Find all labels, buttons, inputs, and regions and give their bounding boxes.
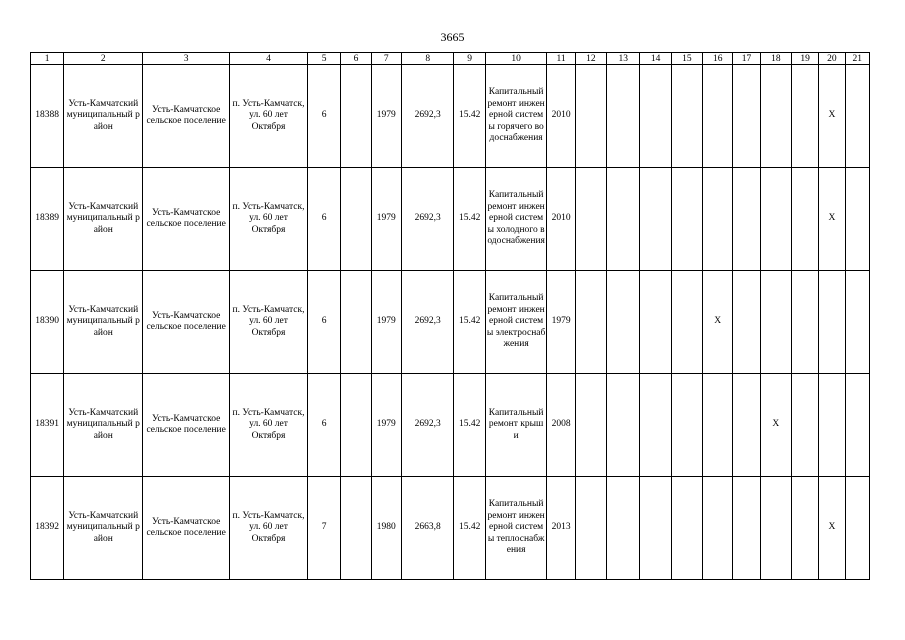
- record-id-cell: 18391: [31, 374, 64, 477]
- page-number: 3665: [440, 30, 465, 44]
- col14-mark-cell: [640, 271, 671, 374]
- district-cell: [64, 271, 143, 374]
- table-row: [31, 271, 870, 374]
- col11-cell: 2010: [547, 168, 575, 271]
- column-number-7: 7: [371, 53, 401, 65]
- col9-cell: 15.42: [454, 271, 485, 374]
- settlement-cell: [143, 65, 230, 168]
- col13-mark-cell: [607, 374, 640, 477]
- col17-mark-cell: [733, 168, 760, 271]
- work-type-cell-text: Капитальный ремонт инженерной системы теплоснабжения: [487, 499, 545, 556]
- col21-mark-cell: [845, 477, 869, 580]
- col19-mark-cell: [792, 271, 819, 374]
- record-id-cell: 18388: [31, 65, 64, 168]
- col20-mark-cell: [819, 271, 845, 374]
- col11-cell: 2013: [547, 477, 575, 580]
- col16-mark-cell: [703, 65, 733, 168]
- data-table: [30, 52, 870, 580]
- settlement-cell-text: Усть-Камчатское сельское поселение: [146, 413, 226, 435]
- col13-mark-cell: [607, 65, 640, 168]
- settlement-cell-text: Усть-Камчатское сельское поселение: [146, 310, 226, 332]
- col19-mark-cell: [792, 477, 819, 580]
- col11-cell: 2010: [547, 65, 575, 168]
- column-number-16: 16: [703, 53, 733, 65]
- col21-mark-cell: [845, 374, 869, 477]
- column-number-21: 21: [845, 53, 869, 65]
- work-type-cell: [485, 477, 547, 580]
- col15-mark-cell: [671, 65, 702, 168]
- address-cell-text: п. Усть-Камчатск, ул. 60 лет Октября: [232, 98, 305, 132]
- col5-cell: 7: [307, 477, 340, 580]
- record-id-cell: 18390: [31, 271, 64, 374]
- address-cell: [230, 374, 308, 477]
- col15-mark-cell: [671, 477, 702, 580]
- work-type-cell-text: Капитальный ремонт инженерной системы холодного водоснабжения: [487, 190, 545, 247]
- area-cell: 2692,3: [401, 374, 454, 477]
- table-row: [31, 374, 870, 477]
- address-cell-text: п. Усть-Камчатск, ул. 60 лет Октября: [232, 407, 305, 441]
- col12-mark-cell: [575, 374, 606, 477]
- col18-mark-cell: [760, 168, 791, 271]
- year-cell: 1979: [371, 65, 401, 168]
- settlement-cell: [143, 271, 230, 374]
- column-number-18: 18: [760, 53, 791, 65]
- col20-mark-cell: X: [819, 65, 845, 168]
- table-row: [31, 168, 870, 271]
- area-cell: 2663,8: [401, 477, 454, 580]
- column-number-3: 3: [143, 53, 230, 65]
- area-cell: 2692,3: [401, 168, 454, 271]
- col20-mark-cell: [819, 374, 845, 477]
- col6-cell: [341, 168, 371, 271]
- col6-cell: [341, 477, 371, 580]
- address-cell-text: п. Усть-Камчатск, ул. 60 лет Октября: [232, 201, 305, 235]
- col12-mark-cell: [575, 477, 606, 580]
- col12-mark-cell: [575, 65, 606, 168]
- district-cell: [64, 374, 143, 477]
- column-number-4: 4: [230, 53, 308, 65]
- address-cell-text: п. Усть-Камчатск, ул. 60 лет Октября: [232, 304, 305, 338]
- col15-mark-cell: [671, 374, 702, 477]
- col9-cell: 15.42: [454, 374, 485, 477]
- column-number-6: 6: [341, 53, 371, 65]
- col18-mark-cell: [760, 271, 791, 374]
- col6-cell: [341, 374, 371, 477]
- col5-cell: 6: [307, 374, 340, 477]
- col17-mark-cell: [733, 477, 760, 580]
- column-number-13: 13: [607, 53, 640, 65]
- col16-mark-cell: [703, 477, 733, 580]
- work-type-cell: [485, 168, 547, 271]
- settlement-cell: [143, 168, 230, 271]
- col9-cell: 15.42: [454, 168, 485, 271]
- work-type-cell: [485, 271, 547, 374]
- settlement-cell: [143, 374, 230, 477]
- record-id-cell: 18392: [31, 477, 64, 580]
- work-type-cell: [485, 374, 547, 477]
- district-cell: [64, 477, 143, 580]
- column-number-10: 10: [485, 53, 547, 65]
- column-number-5: 5: [307, 53, 340, 65]
- col13-mark-cell: [607, 477, 640, 580]
- column-number-11: 11: [547, 53, 575, 65]
- col20-mark-cell: X: [819, 168, 845, 271]
- col16-mark-cell: [703, 374, 733, 477]
- table-body: [31, 65, 870, 580]
- settlement-cell-text: Усть-Камчатское сельское поселение: [146, 516, 226, 538]
- record-id-cell: 18389: [31, 168, 64, 271]
- col11-cell: 2008: [547, 374, 575, 477]
- col14-mark-cell: [640, 65, 671, 168]
- col5-cell: 6: [307, 168, 340, 271]
- year-cell: 1979: [371, 168, 401, 271]
- col18-mark-cell: [760, 65, 791, 168]
- year-cell: 1979: [371, 374, 401, 477]
- col17-mark-cell: [733, 65, 760, 168]
- column-number-14: 14: [640, 53, 671, 65]
- column-number-2: 2: [64, 53, 143, 65]
- address-cell: [230, 168, 308, 271]
- col14-mark-cell: [640, 168, 671, 271]
- col12-mark-cell: [575, 271, 606, 374]
- district-cell: [64, 65, 143, 168]
- district-cell-text: Усть-Камчатский муниципальный район: [66, 201, 140, 235]
- col21-mark-cell: [845, 271, 869, 374]
- col18-mark-cell: [760, 477, 791, 580]
- col12-mark-cell: [575, 168, 606, 271]
- district-cell-text: Усть-Камчатский муниципальный район: [66, 98, 140, 132]
- col21-mark-cell: [845, 168, 869, 271]
- col6-cell: [341, 271, 371, 374]
- area-cell: 2692,3: [401, 271, 454, 374]
- column-number-9: 9: [454, 53, 485, 65]
- settlement-cell-text: Усть-Камчатское сельское поселение: [146, 104, 226, 126]
- column-number-17: 17: [733, 53, 760, 65]
- settlement-cell-text: Усть-Камчатское сельское поселение: [146, 207, 226, 229]
- col15-mark-cell: [671, 271, 702, 374]
- col17-mark-cell: [733, 271, 760, 374]
- table-row: [31, 477, 870, 580]
- column-number-8: 8: [401, 53, 454, 65]
- col9-cell: 15.42: [454, 65, 485, 168]
- col5-cell: 6: [307, 65, 340, 168]
- column-number-15: 15: [671, 53, 702, 65]
- district-cell-text: Усть-Камчатский муниципальный район: [66, 304, 140, 338]
- address-cell: [230, 477, 308, 580]
- work-type-cell-text: Капитальный ремонт крыши: [488, 407, 544, 441]
- work-type-cell-text: Капитальный ремонт инженерной системы электроснабжения: [486, 293, 546, 350]
- work-type-cell-text: Капитальный ремонт инженерной системы горячего водоснабжения: [487, 87, 545, 144]
- address-cell-text: п. Усть-Камчатск, ул. 60 лет Октября: [232, 510, 305, 544]
- address-cell: [230, 271, 308, 374]
- column-number-12: 12: [575, 53, 606, 65]
- col13-mark-cell: [607, 168, 640, 271]
- col16-mark-cell: [703, 168, 733, 271]
- column-number-1: 1: [31, 53, 64, 65]
- col19-mark-cell: [792, 168, 819, 271]
- year-cell: 1980: [371, 477, 401, 580]
- table-row: [31, 65, 870, 168]
- column-number-row: [31, 53, 870, 65]
- col17-mark-cell: [733, 374, 760, 477]
- district-cell-text: Усть-Камчатский муниципальный район: [66, 510, 140, 544]
- settlement-cell: [143, 477, 230, 580]
- col14-mark-cell: [640, 477, 671, 580]
- col9-cell: 15.42: [454, 477, 485, 580]
- work-type-cell: [485, 65, 547, 168]
- col6-cell: [341, 65, 371, 168]
- district-cell: [64, 168, 143, 271]
- col14-mark-cell: [640, 374, 671, 477]
- district-cell-text: Усть-Камчатский муниципальный район: [66, 407, 140, 441]
- column-number-20: 20: [819, 53, 845, 65]
- year-cell: 1979: [371, 271, 401, 374]
- col19-mark-cell: [792, 374, 819, 477]
- col15-mark-cell: [671, 168, 702, 271]
- area-cell: 2692,3: [401, 65, 454, 168]
- col20-mark-cell: X: [819, 477, 845, 580]
- col19-mark-cell: [792, 65, 819, 168]
- col21-mark-cell: [845, 65, 869, 168]
- col16-mark-cell: X: [703, 271, 733, 374]
- column-number-19: 19: [792, 53, 819, 65]
- col5-cell: 6: [307, 271, 340, 374]
- col13-mark-cell: [607, 271, 640, 374]
- col18-mark-cell: X: [760, 374, 791, 477]
- address-cell: [230, 65, 308, 168]
- col11-cell: 1979: [547, 271, 575, 374]
